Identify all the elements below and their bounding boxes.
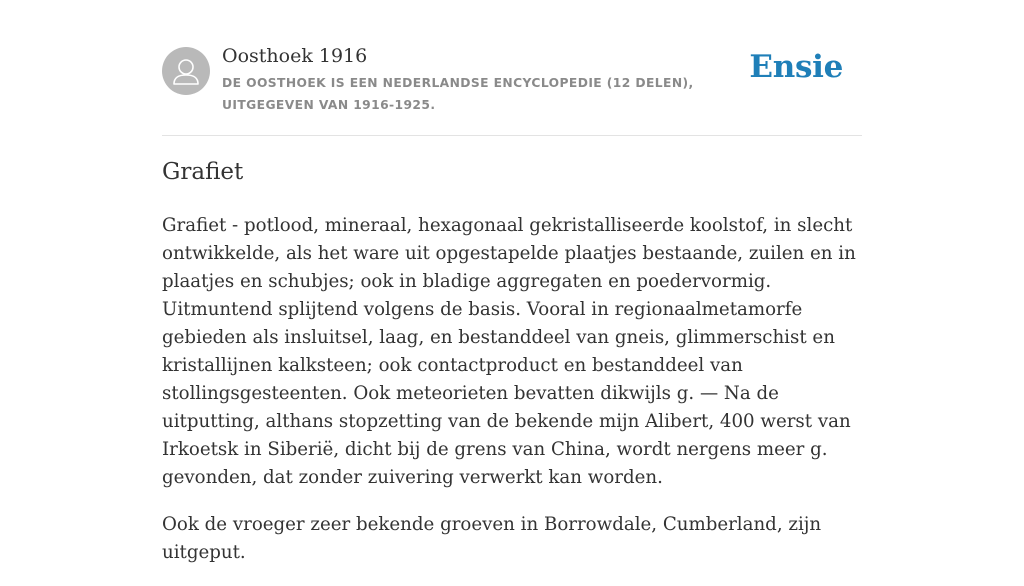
user-placeholder-icon xyxy=(162,47,210,95)
source-header xyxy=(162,0,862,136)
avatar xyxy=(162,47,210,95)
article-paragraph: Ook de vroeger zeer bekende groeven in Borrowdale, Cumberland, zijn uitgeput. xyxy=(162,514,822,563)
article-paragraph: Grafiet - potlood, mineraal, hexagonaal gekristalliseerde koolstof, in slecht ontwikkelde, als het ware uit opgestapelde plaatjes bestaande, zuilen en in plaatjes en schubjes; ook in bladige aggregaten en poedervormig. Uitmuntend splijtend volgens de basis. Vooral in regionaalmetamorfe gebieden als insluitsel, laag, en bestanddeel van gneis, glimmerschist en kristallijnen kalksteen; ook contactproduct en bestanddeel van stollingsgesteenten. Ook meteorieten bevatten dikwijls g. — Na de uitputting, althans stopzetting van de bekende mijn Alibert, 400 werst van Irkoetsk in Siberië, dicht bij de grens van China, wordt nergens meer g. gevonden, dat zonder zuivering verwerkt kan worden. xyxy=(162,215,856,488)
ensie-logo-link[interactable]: Ensie xyxy=(749,49,843,85)
article-body xyxy=(162,212,862,586)
source-title[interactable]: Oosthoek 1916 xyxy=(222,45,368,67)
page xyxy=(162,0,862,563)
source-description: DE OOSTHOEK IS EEN NEDERLANDSE ENCYCLOPEDIE (12 DELEN), UITGEGEVEN VAN 1916-1925. xyxy=(222,76,694,112)
article-title: Grafiet xyxy=(162,159,244,185)
